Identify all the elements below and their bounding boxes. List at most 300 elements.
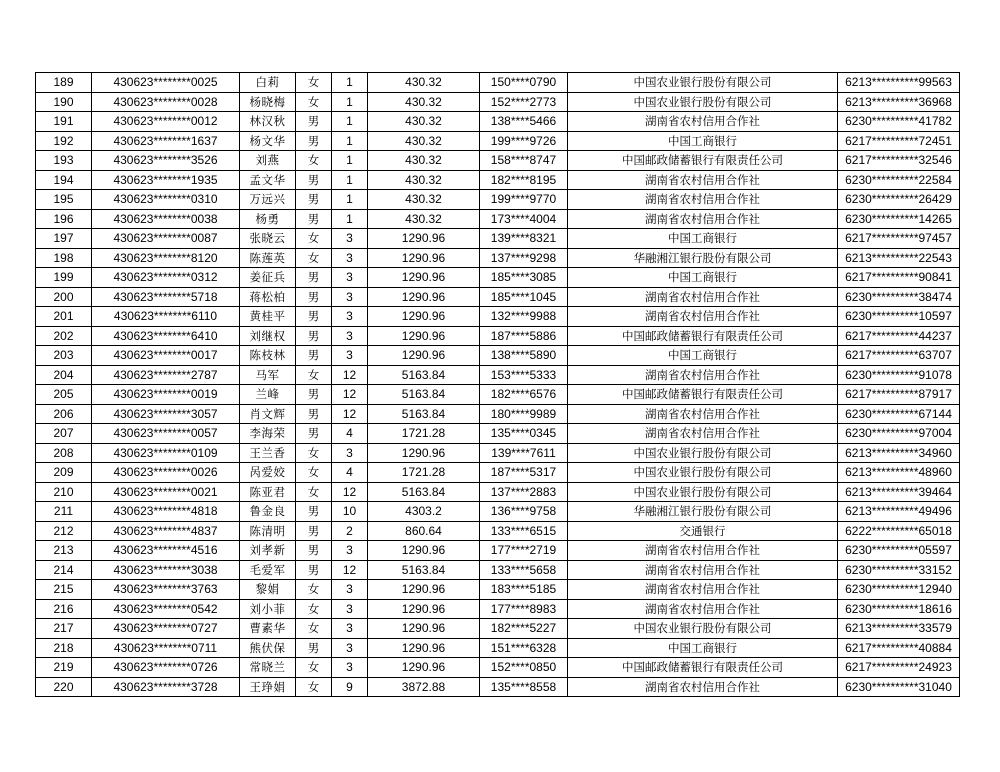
bank-account: 6230**********41782 [838,112,960,132]
id-number: 430623********2787 [92,365,240,385]
phone-number: 153****5333 [480,365,568,385]
months: 12 [332,404,368,424]
bank-account: 6217**********97457 [838,229,960,249]
id-number: 430623********6110 [92,307,240,327]
amount: 1290.96 [368,287,480,307]
months: 3 [332,248,368,268]
bank-account: 6217**********40884 [838,638,960,658]
gender: 女 [296,599,332,619]
phone-number: 199****9770 [480,190,568,210]
person-name: 黎娟 [240,580,296,600]
amount: 430.32 [368,151,480,171]
bank-account: 6230**********33152 [838,560,960,580]
person-name: 陈莲英 [240,248,296,268]
amount: 1290.96 [368,229,480,249]
bank-name: 华融湘江银行股份有限公司 [568,248,838,268]
person-name: 白莉 [240,73,296,93]
table-row [36,346,960,366]
phone-number: 136****9758 [480,502,568,522]
months: 12 [332,560,368,580]
row-number: 189 [36,73,92,93]
bank-name: 中国工商银行 [568,346,838,366]
id-number: 430623********0310 [92,190,240,210]
phone-number: 152****2773 [480,92,568,112]
row-number: 210 [36,482,92,502]
person-name: 王兰香 [240,443,296,463]
gender: 女 [296,73,332,93]
bank-name: 中国邮政储蓄银行有限责任公司 [568,658,838,678]
months: 3 [332,619,368,639]
phone-number: 135****0345 [480,424,568,444]
row-number: 194 [36,170,92,190]
bank-name: 中国农业银行股份有限公司 [568,619,838,639]
phone-number: 187****5317 [480,463,568,483]
row-number: 209 [36,463,92,483]
phone-number: 133****6515 [480,521,568,541]
bank-name: 湖南省农村信用合作社 [568,580,838,600]
gender: 男 [296,346,332,366]
amount: 5163.84 [368,385,480,405]
gender: 女 [296,482,332,502]
id-number: 430623********0038 [92,209,240,229]
row-number: 200 [36,287,92,307]
bank-name: 中国邮政储蓄银行有限责任公司 [568,151,838,171]
gender: 女 [296,365,332,385]
row-number: 219 [36,658,92,678]
gender: 女 [296,677,332,697]
id-number: 430623********3526 [92,151,240,171]
months: 3 [332,580,368,600]
phone-number: 173****4004 [480,209,568,229]
amount: 1290.96 [368,599,480,619]
months: 3 [332,287,368,307]
months: 1 [332,131,368,151]
gender: 男 [296,404,332,424]
bank-account: 6217**********87917 [838,385,960,405]
gender: 男 [296,560,332,580]
person-name: 王琤娟 [240,677,296,697]
row-number: 203 [36,346,92,366]
amount: 5163.84 [368,365,480,385]
gender: 女 [296,229,332,249]
id-number: 430623********3038 [92,560,240,580]
bank-account: 6213**********33579 [838,619,960,639]
amount: 1290.96 [368,346,480,366]
bank-name: 中国农业银行股份有限公司 [568,92,838,112]
person-name: 肖文辉 [240,404,296,424]
id-number: 430623********1637 [92,131,240,151]
gender: 男 [296,307,332,327]
id-number: 430623********4818 [92,502,240,522]
gender: 男 [296,424,332,444]
months: 3 [332,346,368,366]
table-row [36,92,960,112]
amount: 1290.96 [368,326,480,346]
person-name: 陈枝林 [240,346,296,366]
gender: 男 [296,502,332,522]
gender: 男 [296,268,332,288]
person-name: 黄桂平 [240,307,296,327]
bank-account: 6213**********22543 [838,248,960,268]
bank-account: 6230**********05597 [838,541,960,561]
table-row [36,463,960,483]
row-number: 213 [36,541,92,561]
table-row [36,541,960,561]
amount: 3872.88 [368,677,480,697]
bank-account: 6217**********63707 [838,346,960,366]
id-number: 430623********8120 [92,248,240,268]
row-number: 215 [36,580,92,600]
amount: 430.32 [368,73,480,93]
phone-number: 182****6576 [480,385,568,405]
gender: 女 [296,619,332,639]
person-name: 陈亚君 [240,482,296,502]
months: 3 [332,443,368,463]
table-row [36,638,960,658]
months: 2 [332,521,368,541]
bank-account: 6217**********72451 [838,131,960,151]
row-number: 216 [36,599,92,619]
gender: 女 [296,658,332,678]
months: 3 [332,326,368,346]
amount: 430.32 [368,170,480,190]
row-number: 192 [36,131,92,151]
bank-name: 湖南省农村信用合作社 [568,365,838,385]
gender: 男 [296,112,332,132]
bank-account: 6230**********14265 [838,209,960,229]
bank-account: 6217**********44237 [838,326,960,346]
person-name: 杨晓梅 [240,92,296,112]
row-number: 205 [36,385,92,405]
person-name: 杨文华 [240,131,296,151]
gender: 男 [296,287,332,307]
months: 10 [332,502,368,522]
person-name: 陈清明 [240,521,296,541]
bank-account: 6230**********26429 [838,190,960,210]
gender: 男 [296,190,332,210]
amount: 1721.28 [368,463,480,483]
id-number: 430623********0727 [92,619,240,639]
id-number: 430623********0542 [92,599,240,619]
table-row [36,209,960,229]
bank-account: 6213**********34960 [838,443,960,463]
phone-number: 185****3085 [480,268,568,288]
phone-number: 199****9726 [480,131,568,151]
amount: 430.32 [368,190,480,210]
id-number: 430623********0087 [92,229,240,249]
bank-name: 中国邮政储蓄银行有限责任公司 [568,326,838,346]
amount: 5163.84 [368,560,480,580]
gender: 女 [296,443,332,463]
table-row [36,521,960,541]
row-number: 208 [36,443,92,463]
gender: 男 [296,385,332,405]
person-name: 杨勇 [240,209,296,229]
person-name: 熊伏保 [240,638,296,658]
months: 4 [332,463,368,483]
months: 12 [332,385,368,405]
bank-name: 中国农业银行股份有限公司 [568,443,838,463]
amount: 5163.84 [368,404,480,424]
table-row [36,326,960,346]
amount: 1290.96 [368,443,480,463]
amount: 860.64 [368,521,480,541]
months: 9 [332,677,368,697]
months: 12 [332,482,368,502]
phone-number: 187****5886 [480,326,568,346]
bank-account: 6230**********67144 [838,404,960,424]
person-name: 鲁金良 [240,502,296,522]
row-number: 214 [36,560,92,580]
id-number: 430623********0726 [92,658,240,678]
phone-number: 135****8558 [480,677,568,697]
row-number: 217 [36,619,92,639]
bank-name: 湖南省农村信用合作社 [568,209,838,229]
row-number: 191 [36,112,92,132]
gender: 女 [296,92,332,112]
table-row [36,404,960,424]
bank-account: 6217**********90841 [838,268,960,288]
row-number: 202 [36,326,92,346]
id-number: 430623********5718 [92,287,240,307]
person-name: 李海荣 [240,424,296,444]
gender: 女 [296,463,332,483]
phone-number: 138****5890 [480,346,568,366]
table-row [36,619,960,639]
gender: 男 [296,638,332,658]
bank-account: 6230**********12940 [838,580,960,600]
amount: 1721.28 [368,424,480,444]
phone-number: 138****5466 [480,112,568,132]
gender: 男 [296,131,332,151]
bank-name: 湖南省农村信用合作社 [568,112,838,132]
gender: 男 [296,326,332,346]
bank-name: 湖南省农村信用合作社 [568,677,838,697]
row-number: 207 [36,424,92,444]
months: 1 [332,73,368,93]
id-number: 430623********0057 [92,424,240,444]
table-row [36,190,960,210]
months: 1 [332,190,368,210]
table-row [36,677,960,697]
months: 3 [332,307,368,327]
person-name: 马军 [240,365,296,385]
table-row [36,365,960,385]
row-number: 201 [36,307,92,327]
person-name: 呙爱姣 [240,463,296,483]
table-row [36,424,960,444]
bank-name: 中国邮政储蓄银行有限责任公司 [568,385,838,405]
months: 12 [332,365,368,385]
phone-number: 139****8321 [480,229,568,249]
id-number: 430623********0711 [92,638,240,658]
phone-number: 151****6328 [480,638,568,658]
phone-number: 185****1045 [480,287,568,307]
months: 4 [332,424,368,444]
bank-name: 湖南省农村信用合作社 [568,560,838,580]
id-number: 430623********0026 [92,463,240,483]
row-number: 198 [36,248,92,268]
bank-name: 中国农业银行股份有限公司 [568,73,838,93]
table-row [36,443,960,463]
amount: 1290.96 [368,580,480,600]
bank-account: 6230**********10597 [838,307,960,327]
gender: 女 [296,248,332,268]
phone-number: 137****2883 [480,482,568,502]
table-row [36,502,960,522]
bank-name: 中国工商银行 [568,638,838,658]
person-name: 兰峰 [240,385,296,405]
bank-name: 湖南省农村信用合作社 [568,287,838,307]
months: 3 [332,229,368,249]
gender: 男 [296,541,332,561]
person-name: 曹素华 [240,619,296,639]
table-row [36,73,960,93]
gender: 男 [296,521,332,541]
bank-account: 6213**********36968 [838,92,960,112]
months: 1 [332,170,368,190]
person-name: 孟文华 [240,170,296,190]
bank-account: 6230**********91078 [838,365,960,385]
months: 3 [332,638,368,658]
amount: 430.32 [368,92,480,112]
bank-account: 6217**********32546 [838,151,960,171]
table-row [36,112,960,132]
table-row [36,287,960,307]
id-number: 430623********3763 [92,580,240,600]
bank-account: 6230**********97004 [838,424,960,444]
table-row [36,229,960,249]
bank-name: 湖南省农村信用合作社 [568,541,838,561]
gender: 男 [296,209,332,229]
table-row [36,307,960,327]
bank-name: 交通银行 [568,521,838,541]
gender: 女 [296,151,332,171]
amount: 1290.96 [368,541,480,561]
bank-name: 湖南省农村信用合作社 [568,404,838,424]
amount: 1290.96 [368,307,480,327]
id-number: 430623********3057 [92,404,240,424]
months: 1 [332,209,368,229]
row-number: 199 [36,268,92,288]
person-name: 万远兴 [240,190,296,210]
bank-name: 湖南省农村信用合作社 [568,170,838,190]
row-number: 196 [36,209,92,229]
row-number: 197 [36,229,92,249]
table-row [36,580,960,600]
table-row [36,658,960,678]
amount: 1290.96 [368,248,480,268]
row-number: 190 [36,92,92,112]
table-row [36,599,960,619]
months: 3 [332,599,368,619]
phone-number: 139****7611 [480,443,568,463]
phone-number: 177****8983 [480,599,568,619]
months: 3 [332,268,368,288]
months: 3 [332,541,368,561]
bank-account: 6230**********31040 [838,677,960,697]
phone-number: 180****9989 [480,404,568,424]
person-name: 林汉秋 [240,112,296,132]
table-row [36,385,960,405]
months: 3 [332,658,368,678]
bank-name: 中国工商银行 [568,131,838,151]
amount: 430.32 [368,209,480,229]
gender: 女 [296,580,332,600]
id-number: 430623********0012 [92,112,240,132]
id-number: 430623********0025 [92,73,240,93]
id-number: 430623********4837 [92,521,240,541]
amount: 430.32 [368,112,480,132]
table-row [36,131,960,151]
amount: 1290.96 [368,658,480,678]
row-number: 220 [36,677,92,697]
row-number: 195 [36,190,92,210]
phone-number: 182****8195 [480,170,568,190]
person-name: 毛爱军 [240,560,296,580]
months: 1 [332,151,368,171]
row-number: 206 [36,404,92,424]
row-number: 218 [36,638,92,658]
amount: 1290.96 [368,619,480,639]
id-number: 430623********0028 [92,92,240,112]
bank-account: 6213**********49496 [838,502,960,522]
phone-number: 177****2719 [480,541,568,561]
table-row [36,482,960,502]
bank-account: 6230**********18616 [838,599,960,619]
amount: 5163.84 [368,482,480,502]
id-number: 430623********0019 [92,385,240,405]
row-number: 212 [36,521,92,541]
person-name: 刘孝新 [240,541,296,561]
phone-number: 132****9988 [480,307,568,327]
bank-name: 湖南省农村信用合作社 [568,190,838,210]
row-number: 193 [36,151,92,171]
amount: 430.32 [368,131,480,151]
amount: 1290.96 [368,638,480,658]
table-row [36,560,960,580]
id-number: 430623********4516 [92,541,240,561]
id-number: 430623********0109 [92,443,240,463]
id-number: 430623********0312 [92,268,240,288]
row-number: 211 [36,502,92,522]
bank-name: 中国农业银行股份有限公司 [568,463,838,483]
id-number: 430623********1935 [92,170,240,190]
person-name: 刘燕 [240,151,296,171]
bank-account: 6213**********48960 [838,463,960,483]
bank-account: 6213**********39464 [838,482,960,502]
phone-number: 137****9298 [480,248,568,268]
bank-name: 中国工商银行 [568,268,838,288]
bank-name: 华融湘江银行股份有限公司 [568,502,838,522]
bank-name: 中国工商银行 [568,229,838,249]
phone-number: 150****0790 [480,73,568,93]
bank-name: 中国农业银行股份有限公司 [568,482,838,502]
bank-name: 湖南省农村信用合作社 [568,307,838,327]
table-row [36,248,960,268]
person-name: 蒋松柏 [240,287,296,307]
phone-number: 133****5658 [480,560,568,580]
table-row [36,268,960,288]
table-row [36,151,960,171]
person-name: 张晓云 [240,229,296,249]
phone-number: 182****5227 [480,619,568,639]
amount: 1290.96 [368,268,480,288]
person-name: 刘小菲 [240,599,296,619]
id-number: 430623********0021 [92,482,240,502]
id-number: 430623********6410 [92,326,240,346]
gender: 男 [296,170,332,190]
